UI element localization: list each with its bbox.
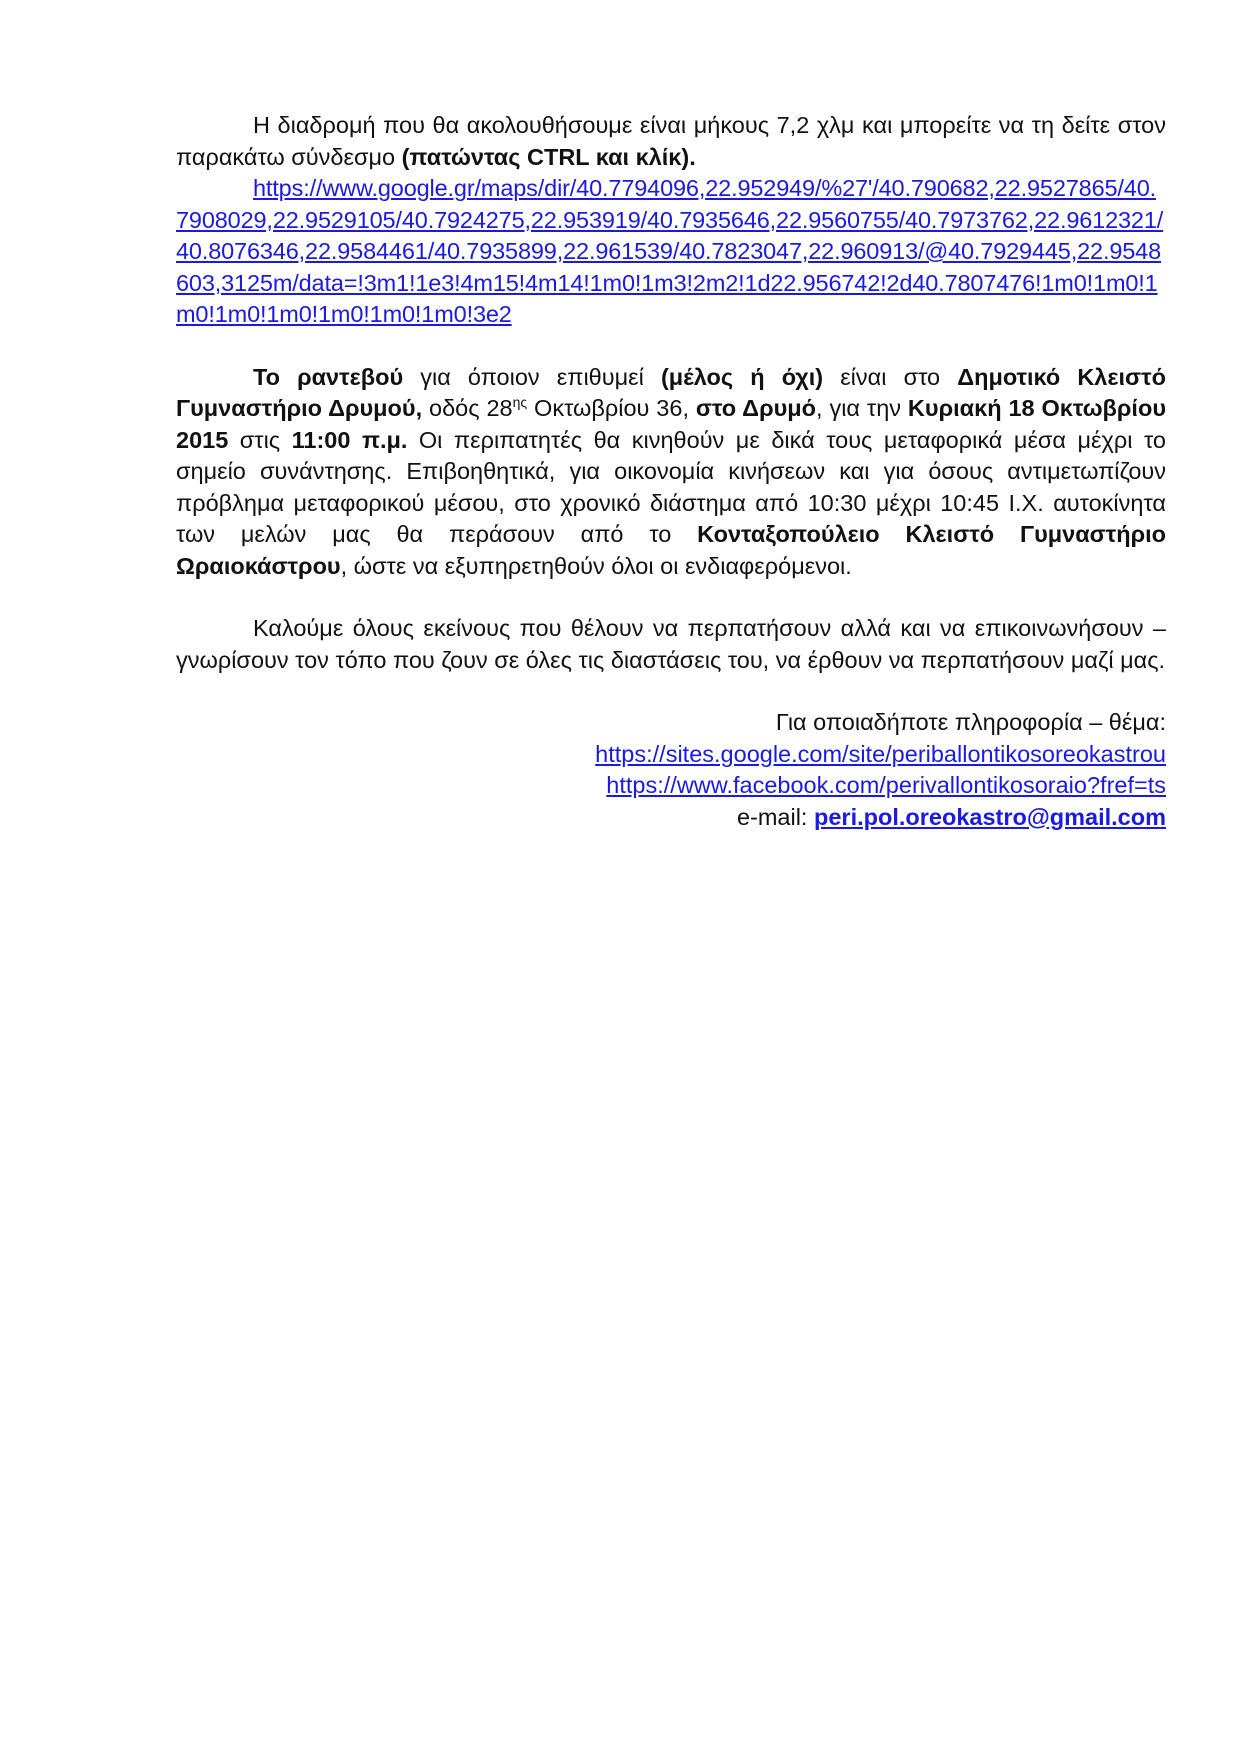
email-label: e-mail:: [736, 803, 814, 830]
event-time: 11:00 π.μ.: [291, 426, 408, 453]
pickup-venue: Κονταξοπούλειο Κλειστό Γυμναστήριο Ωραιοκάστρου: [176, 521, 1166, 579]
contact-heading: Για οποιαδήποτε πληροφορία – θέμα:: [775, 709, 1166, 735]
meeting-text: Οι περιπατητές θα κινηθούν με δικά τους μεταφορικά μέσα μέχρι το σημείο συνάντησης. Επιβοηθητικά, για οικονομία κινήσεων και για όσους αντιμετωπίζουν πρόβλημα μεταφορικού μέσου, στο χρονικό διάστημα από 10:30 μέχρι 10:45 Ι.Χ. αυτοκίνητα των μελών μας θα περάσουν από το: [176, 426, 1166, 547]
meeting-text: οδός 28: [422, 395, 513, 421]
google-site-link[interactable]: https://sites.google.com/site/periballontikosoreokastrou: [595, 740, 1166, 767]
ctrl-click-hint: (πατώντας CTRL και κλίκ).: [401, 143, 696, 170]
member-note: (μέλος ή όχι): [660, 363, 824, 390]
meeting-heading: Το ραντεβού: [253, 363, 404, 390]
invitation-paragraph: Καλούμε όλους εκείνους που θέλουν να περπατήσουν αλλά και να επικοινωνήσουν – γνωρίσουν τον τόπο που ζουν σε όλες τις διαστάσεις του, να έρθουν να περπατήσουν μαζί μας.: [176, 615, 1166, 673]
meeting-text: , ώστε να εξυπηρετηθούν όλοι οι ενδιαφερόμενοι.: [340, 552, 852, 579]
venue-name: Δημοτικό Κλειστό Γυμναστήριο Δρυμού,: [176, 363, 1166, 421]
meeting-text: είναι στο: [823, 363, 958, 390]
spacer: [176, 676, 1166, 707]
meeting-text: Οκτωβρίου 36,: [527, 395, 696, 421]
meeting-text: για όποιον επιθυμεί: [403, 363, 661, 390]
facebook-link[interactable]: https://www.facebook.com/perivallontikosoraio?fref=ts: [606, 772, 1166, 798]
spacer: [176, 331, 1166, 362]
document-page: [176, 110, 1166, 833]
route-paragraph: [176, 110, 1166, 173]
meeting-paragraph: [176, 362, 1166, 583]
ordinal-suffix: ης: [512, 394, 528, 410]
meeting-text: , για την: [816, 395, 908, 421]
google-maps-route-link[interactable]: https://www.google.gr/maps/dir/40.7794096,22.952949/%27'/40.790682,22.9527865/40.7908029,22.9529105/40.7924275,22.953919/40.7935646,22.9560755/40.7973762,22.9612321/40.8076346,22.9584461/40.7935899,22.961539/40.7823047,22.960913/@40.7929445,22.9548603,3125m/data=!3m1!1e3!4m15!4m14!1m0!1m3!2m2!1d22.956742!2d40.7807476!1m0!1m0!1m0!1m0!1m0!1m0!1m0!1m0!3e2: [176, 175, 1164, 327]
spacer: [176, 582, 1166, 613]
event-date: Κυριακή 18 Οκτωβρίου 2015: [176, 395, 1166, 453]
meeting-text: στις: [228, 426, 292, 453]
route-intro-text: Η διαδρομή που θα ακολουθήσουμε είναι μήκους 7,2 χλμ και μπορείτε να τη δείτε στον παρακάτω σύνδεσμο: [176, 112, 1166, 170]
email-link[interactable]: peri.pol.oreokastro@gmail.com: [814, 803, 1166, 830]
location-name: στο Δρυμό: [695, 395, 817, 421]
contact-block: [176, 707, 1166, 833]
